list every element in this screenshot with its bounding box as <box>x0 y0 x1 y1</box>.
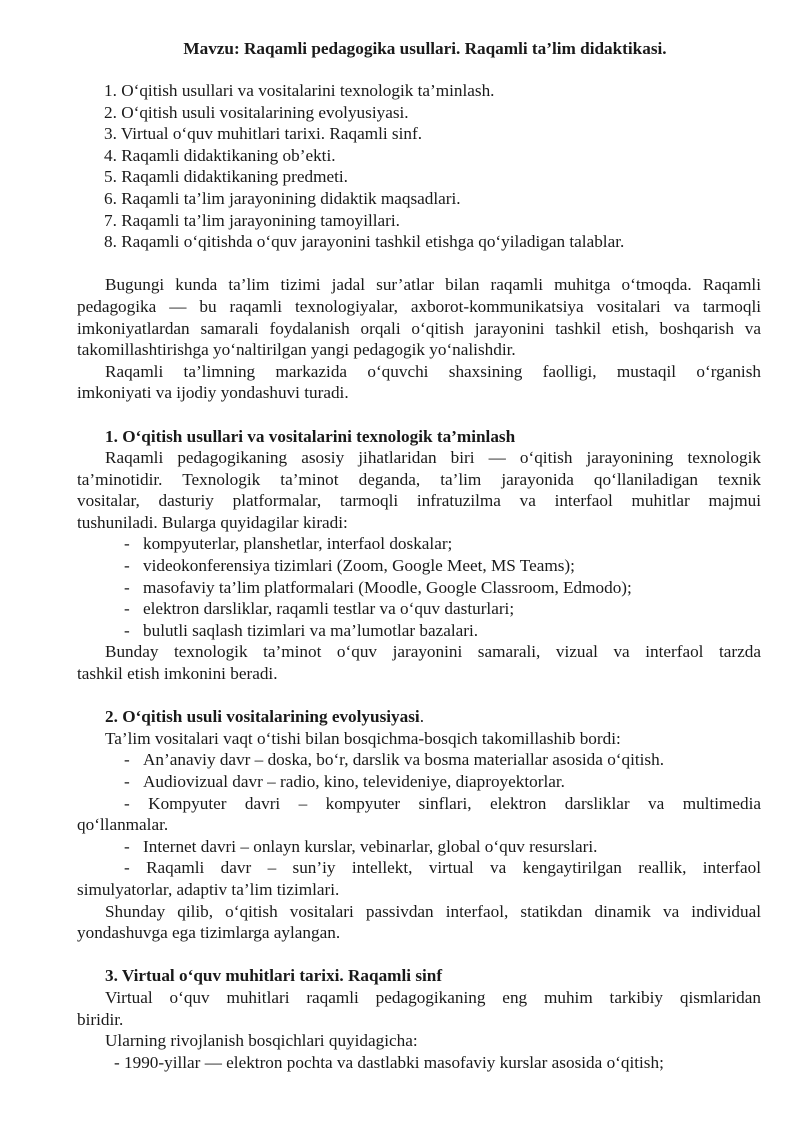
toc-item: 1. O‘qitish usullari va vositalarini texnologik ta’minlash. <box>104 81 495 100</box>
text-line: yondashuvga ega tizimlarga aylangan. <box>77 923 341 943</box>
list-item <box>77 749 761 771</box>
list-item-continuation: qo‘llanmalar. <box>77 815 169 835</box>
list-item <box>77 771 761 793</box>
dash-marker: - <box>124 772 130 791</box>
text-line: Shunday qilib, o‘qitish vositalari passivdan interfaol, statikdan dinamik va individual <box>105 901 761 921</box>
text-line: Raqamli pedagogikaning asosiy jihatlaridan biri — o‘qitish jarayonining texnologik <box>105 448 761 468</box>
list-item-text: masofaviy ta’lim platformalari (Moodle, Google Classroom, Edmodo); <box>143 577 632 597</box>
intro-paragraph-1 <box>77 274 761 360</box>
list-item <box>77 857 761 879</box>
list-item <box>77 793 761 815</box>
list-item: - 1990-yillar — elektron pochta va dastlabki masofaviy kurslar asosida o‘qitish; <box>114 1052 664 1072</box>
list-item-text: An’anaviy davr – doska, bo‘r, darslik va bosma materiallar asosida o‘qitish. <box>143 750 665 770</box>
table-of-contents <box>77 80 761 253</box>
list-item-text: kompyuterlar, planshetlar, interfaol doskalar; <box>143 534 453 554</box>
dash-marker: - <box>124 599 130 619</box>
section-1-paragraph <box>77 447 761 533</box>
dash-marker: - <box>124 556 130 576</box>
list-item-text: elektron darsliklar, raqamli testlar va o‘quv dasturlari; <box>143 599 515 619</box>
list-item-text: Audiovizual davr – radio, kino, televideniye, diaproyektorlar. <box>143 772 565 791</box>
section-3-heading: 3. Virtual o‘quv muhitlari tarixi. Raqamli sinf <box>105 966 443 986</box>
dash-marker: - <box>124 577 130 597</box>
toc-item: 5. Raqamli didaktikaning predmeti. <box>104 167 348 187</box>
dash-marker: - <box>124 858 130 878</box>
toc-item: 3. Virtual o‘quv muhitlari tarixi. Raqamli sinf. <box>104 124 423 144</box>
text-line: takomillashtirishga yo‘naltirilgan yangi pedagogik yo‘nalishdir. <box>77 340 516 360</box>
dash-marker: - <box>124 836 130 856</box>
text-line: tashkil etish imkonini beradi. <box>77 664 278 684</box>
list-item <box>77 620 761 642</box>
dash-marker: - <box>124 793 130 813</box>
text-line: biridir. <box>77 1009 124 1029</box>
dash-marker: - <box>124 534 130 554</box>
text-line: ta’minotidir. Texnologik ta’minot deganda, ta’lim jarayonida qo‘llaniladigan texnik <box>77 469 761 489</box>
section-1-heading: 1. O‘qitish usullari va vositalarini texnologik ta’minlash <box>105 426 516 446</box>
list-item <box>77 577 761 599</box>
list-item-text: Internet davri – onlayn kurslar, vebinarlar, global o‘quv resurslari. <box>143 836 598 856</box>
dash-marker: - <box>124 620 130 640</box>
list-item <box>77 555 761 577</box>
list-item-text: bulutli saqlash tizimlari va ma’lumotlar bazalari. <box>143 620 479 640</box>
section-2-conclusion <box>77 901 761 944</box>
section-1-closing-paragraph <box>77 641 761 684</box>
toc-item: 2. O‘qitish usuli vositalarining evolyusiyasi. <box>104 102 409 122</box>
section-2-heading-line <box>77 706 761 728</box>
section-1-bullet-list <box>77 533 761 641</box>
text-line: Raqamli ta’limning markazida o‘quvchi shaxsining faolligi, mustaqil o‘rganish <box>105 361 761 381</box>
list-item-continuation: simulyatorlar, adaptiv ta’lim tizimlari. <box>77 879 340 899</box>
text-line: Bunday texnologik ta’minot o‘quv jarayonini samarali, vizual va interfaol tarzda <box>105 642 761 662</box>
section-2-intro: Ta’lim vositalari vaqt o‘tishi bilan bosqichma-bosqich takomillashib bordi: <box>105 728 621 748</box>
section-3-paragraph <box>77 987 761 1030</box>
toc-item: 4. Raqamli didaktikaning ob’ekti. <box>104 145 336 165</box>
page-title: Mavzu: Raqamli pedagogika usullari. Raqamli ta’lim didaktikasi. <box>183 39 667 58</box>
list-item <box>77 836 761 858</box>
section-3-stages-intro: Ularning rivojlanish bosqichlari quyidagicha: <box>105 1031 418 1051</box>
list-item-text: Kompyuter davri – kompyuter sinflari, elektron darsliklar va multimedia <box>148 793 761 813</box>
intro-paragraph-2 <box>77 361 761 404</box>
section-2-eras-list <box>77 749 761 900</box>
toc-item: 7. Raqamli ta’lim jarayonining tamoyillari. <box>104 210 400 230</box>
list-item-text: Raqamli davr – sun’iy intellekt, virtual va kengaytirilgan reallik, interfaol <box>146 858 762 878</box>
toc-item: 6. Raqamli ta’lim jarayonining didaktik maqsadlari. <box>104 188 461 208</box>
section-2-heading: 2. O‘qitish usuli vositalarining evolyusiyasi <box>105 707 420 727</box>
list-item <box>77 533 761 555</box>
text-line: imkoniyati va ijodiy yondashuvi turadi. <box>77 383 349 403</box>
dash-marker: - <box>124 750 130 770</box>
list-item <box>77 598 761 620</box>
list-item-text: videokonferensiya tizimlari (Zoom, Google Meet, MS Teams); <box>143 556 575 576</box>
text-line: imkoniyatlardan samarali foydalanish orqali o‘qitish jarayonini tashkil etish, boshqarish va <box>77 318 761 338</box>
document-page <box>77 38 761 1073</box>
text-line: vositalar, dasturiy platformalar, tarmoqli infratuzilma va interfaol muhitlar majmui <box>77 491 761 511</box>
text-line: tushuniladi. Bularga quyidagilar kiradi: <box>77 512 348 532</box>
text-line: Virtual o‘quv muhitlari raqamli pedagogikaning eng muhim tarkibiy qismlaridan <box>105 987 761 1007</box>
text-line: Bugungi kunda ta’lim tizimi jadal sur’atlar bilan raqamli muhitga o‘tmoqda. Raqamli <box>105 275 761 295</box>
toc-item: 8. Raqamli o‘qitishda o‘quv jarayonini tashkil etishga qo‘yiladigan talablar. <box>104 232 625 252</box>
heading-period: . <box>419 707 424 727</box>
text-line: pedagogika — bu raqamli texnologiyalar, axborot-kommunikatsiya vositalari va tarmoqli <box>77 296 761 316</box>
